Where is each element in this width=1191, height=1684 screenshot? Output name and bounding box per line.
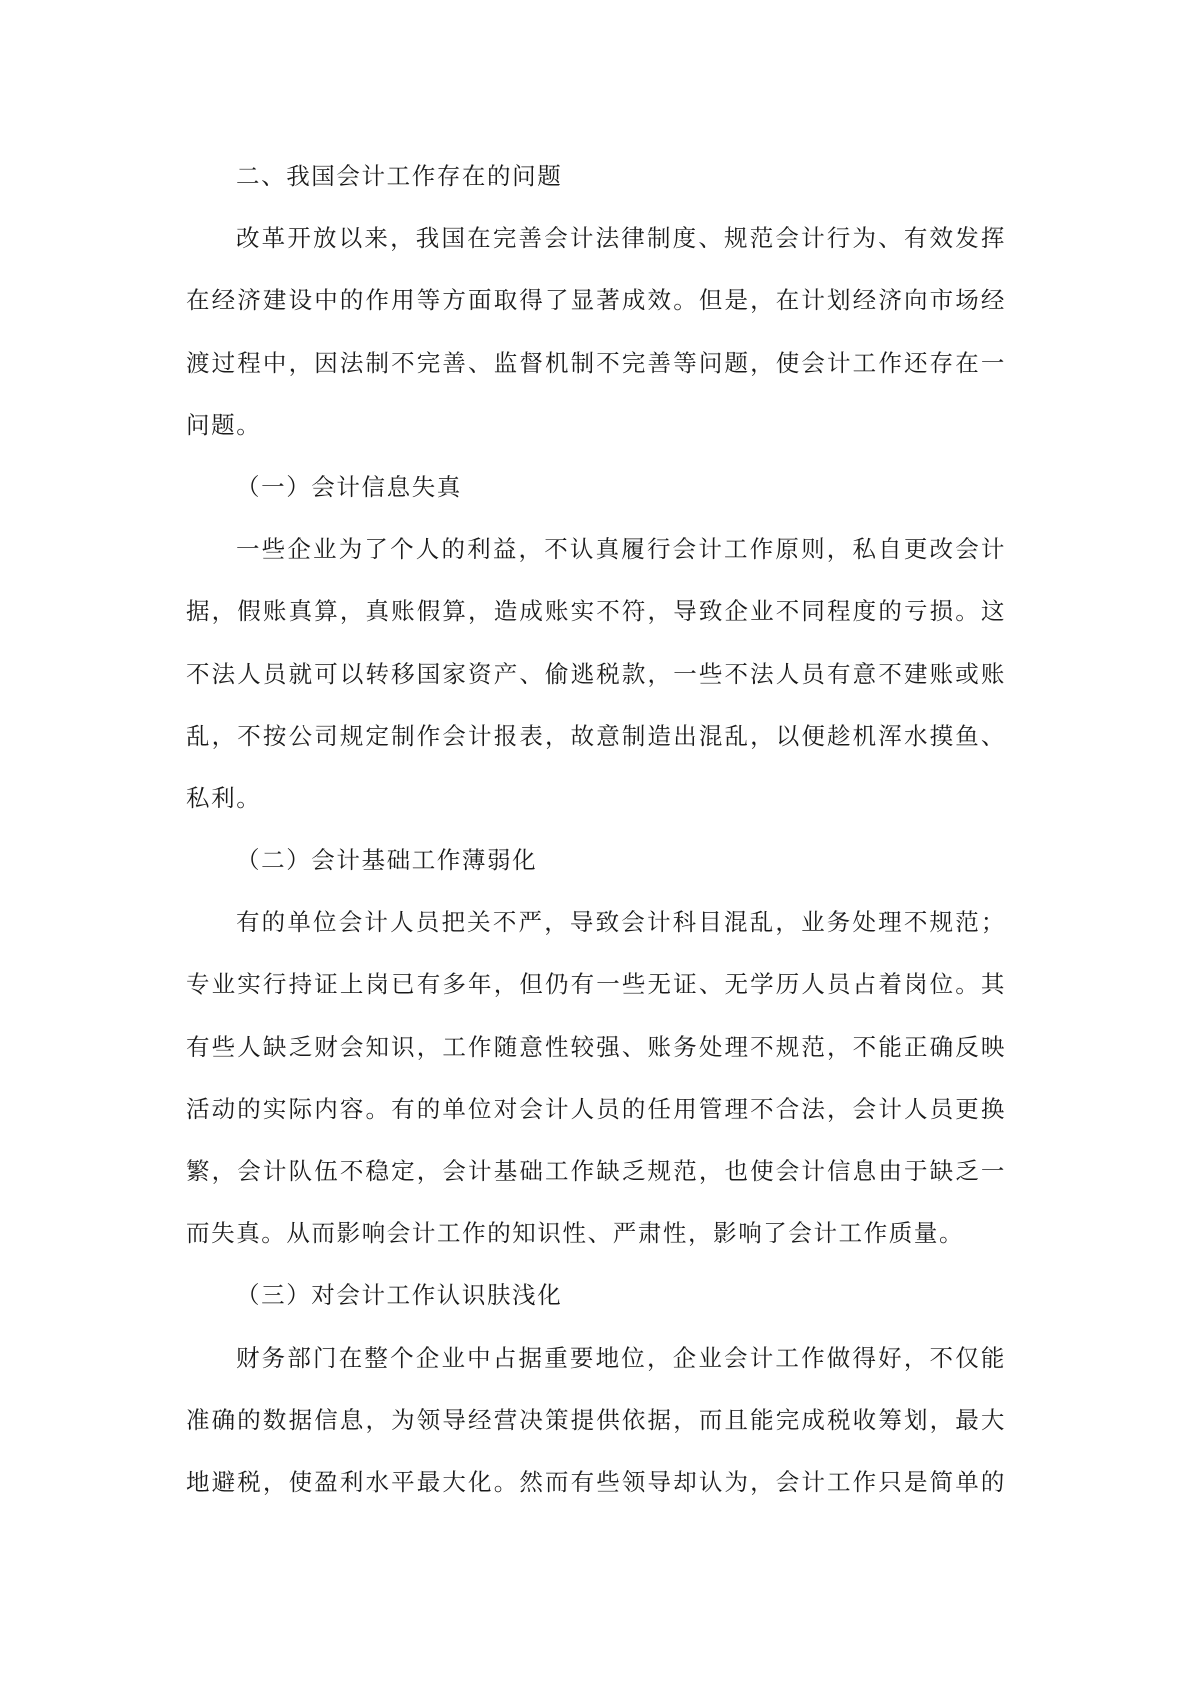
subsection-2-paragraph-line: 活动的实际内容。有的单位对会计人员的任用管理不合法，会计人员更换	[186, 1094, 1006, 1123]
subsection-3-paragraph-line: 地避税，使盈利水平最大化。然而有些领导却认为，会计工作只是简单的	[186, 1467, 1006, 1496]
subsection-2-paragraph-line: 而失真。从而影响会计工作的知识性、严肃性，影响了会计工作质量。	[186, 1219, 965, 1248]
subsection-1-paragraph-line: 私利。	[186, 783, 262, 812]
intro-paragraph-line: 改革开放以来，我国在完善会计法律制度、规范会计行为、有效发挥	[236, 224, 1006, 253]
subsection-1-paragraph-line: 据，假账真算，真账假算，造成账实不符，导致企业不同程度的亏损。这	[186, 597, 1006, 626]
subsection-2-paragraph-line: 专业实行持证上岗已有多年，但仍有一些无证、无学历人员占着岗位。其	[186, 970, 1006, 999]
subsection-1-paragraph-line: 一些企业为了个人的利益，不认真履行会计工作原则，私自更改会计	[236, 535, 1006, 564]
subsection-1-paragraph-line: 不法人员就可以转移国家资产、偷逃税款，一些不法人员有意不建账或账	[186, 659, 1006, 688]
subsection-heading-2: （二）会计基础工作薄弱化	[236, 846, 538, 875]
intro-paragraph-line: 渡过程中，因法制不完善、监督机制不完善等问题，使会计工作还存在一	[186, 348, 1006, 377]
subsection-2-paragraph-line: 有的单位会计人员把关不严，导致会计科目混乱，业务处理不规范；	[236, 908, 1006, 937]
subsection-3-paragraph-line: 准确的数据信息，为领导经营决策提供依据，而且能完成税收筹划，最大	[186, 1405, 1006, 1434]
subsection-1-paragraph-line: 乱，不按公司规定制作会计报表，故意制造出混乱，以便趁机浑水摸鱼、	[186, 721, 1006, 750]
document-body	[186, 145, 1006, 1513]
subsection-2-paragraph-line: 繁，会计队伍不稳定，会计基础工作缺乏规范，也使会计信息由于缺乏一	[186, 1157, 1006, 1185]
intro-paragraph-line: 问题。	[186, 410, 262, 439]
intro-paragraph-line: 在经济建设中的作用等方面取得了显著成效。但是，在计划经济向市场经	[186, 286, 1006, 315]
section-heading: 二、我国会计工作存在的问题	[236, 162, 563, 190]
subsection-3-paragraph-line: 财务部门在整个企业中占据重要地位，企业会计工作做得好，不仅能	[236, 1343, 1006, 1372]
subsection-2-paragraph-line: 有些人缺乏财会知识，工作随意性较强、账务处理不规范，不能正确反映	[186, 1032, 1006, 1061]
subsection-heading-1: （一）会计信息失真	[236, 472, 462, 501]
subsection-heading-3: （三）对会计工作认识肤浅化	[236, 1281, 563, 1310]
